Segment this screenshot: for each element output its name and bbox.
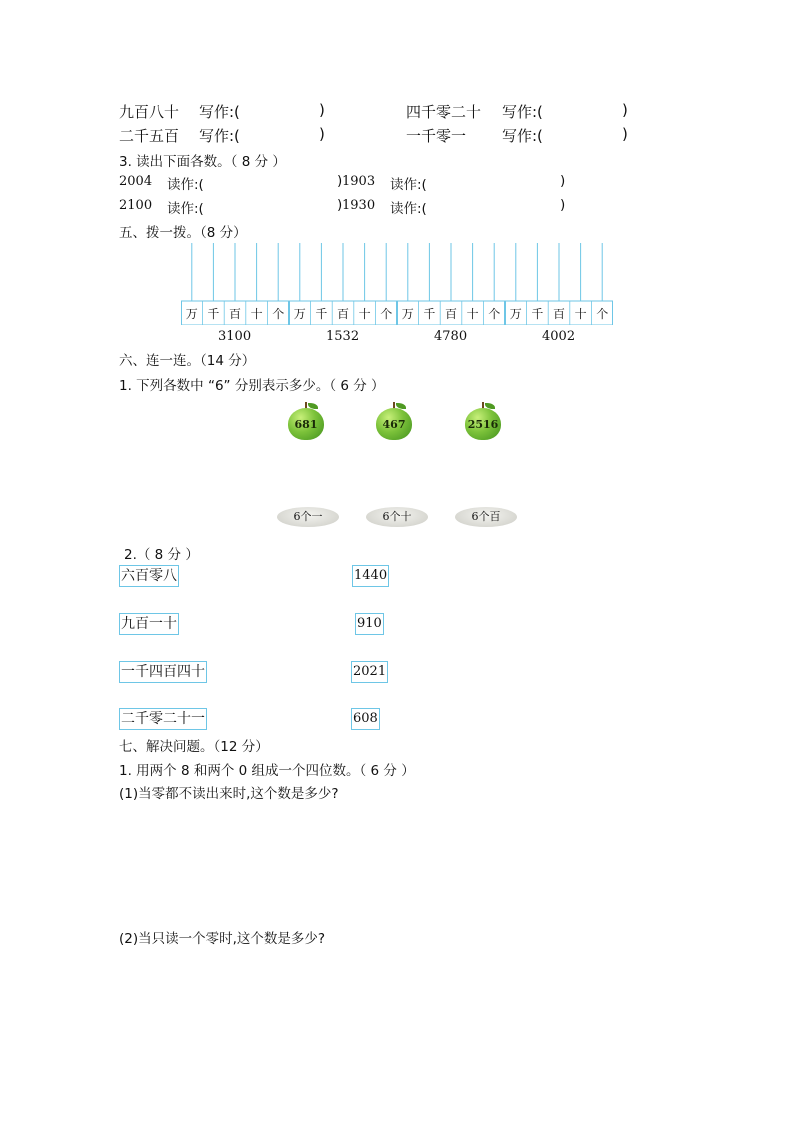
abacus-place-label: 个 [488, 307, 501, 321]
abacus-place-label: 个 [380, 307, 393, 321]
section7-question1: 1. 用两个 8 和两个 0 组成一个四位数。（ 6 分 ） [119, 763, 415, 779]
read-number: 2100 [119, 198, 153, 213]
apple-icon [465, 402, 501, 442]
abacus-place-label: 千 [423, 307, 436, 321]
match-option: 6个百 [455, 507, 517, 527]
apple-number: 681 [294, 418, 318, 431]
abacus-place-label: 十 [250, 307, 263, 321]
match-right-item: 1440 [352, 565, 389, 587]
apple-number: 467 [382, 418, 406, 431]
write-label: 写作:( [199, 103, 240, 121]
abacus-place-label: 十 [574, 307, 587, 321]
match-right-item: 2021 [351, 661, 388, 683]
read-close: ) [337, 173, 343, 189]
match-left-item: 一千四百四十 [119, 661, 207, 683]
match-left-item: 九百一十 [119, 613, 179, 635]
abacus-place-label: 百 [552, 307, 566, 321]
abacus-number: 1532 [326, 329, 360, 344]
write-label: 写作:( [199, 127, 240, 145]
abacus-place-label: 万 [185, 307, 198, 321]
abacus-place-label: 万 [401, 307, 414, 321]
abacus-number: 4002 [542, 329, 576, 344]
read-label: 读作:( [390, 177, 427, 193]
abacus-place-label: 千 [207, 307, 220, 321]
write-item-words: 二千五百 [119, 127, 180, 145]
read-label: 读作:( [167, 201, 204, 217]
match-left-item: 二千零二十一 [119, 708, 207, 730]
write-item-words: 一千零一 [406, 127, 467, 145]
section7-title: 七、解决问题。（12 分） [119, 739, 269, 755]
abacus-place-label: 十 [358, 307, 371, 321]
section6-question2: 2.（ 8 分 ） [124, 547, 199, 563]
write-close: ) [622, 101, 628, 119]
abacus-place-label: 百 [228, 307, 242, 321]
read-close: ) [560, 173, 566, 189]
abacus-place-label: 万 [293, 307, 306, 321]
read-number: 2004 [119, 174, 153, 189]
section5-title: 五、拨一拨。（8 分） [119, 225, 247, 241]
apple-icon [376, 402, 412, 442]
apple-icon [288, 402, 324, 442]
abacus-place-label: 百 [336, 307, 350, 321]
read-label: 读作:( [167, 177, 204, 193]
write-item-words: 九百八十 [119, 103, 180, 121]
read-number: 1903 [342, 174, 376, 189]
section6-question1: 1. 下列各数中 “6” 分别表示多少。（ 6 分 ） [119, 378, 385, 394]
write-close: ) [622, 125, 628, 143]
abacus-place-label: 个 [272, 307, 285, 321]
write-close: ) [319, 125, 325, 143]
abacus-diagram [181, 243, 613, 325]
abacus-place-label: 个 [596, 307, 609, 321]
abacus-place-label: 百 [444, 307, 458, 321]
apple-number: 2516 [467, 418, 499, 431]
write-label: 写作:( [502, 103, 543, 121]
match-left-item: 六百零八 [119, 565, 179, 587]
abacus-number: 4780 [434, 329, 468, 344]
section6-title: 六、连一连。（14 分） [119, 353, 256, 369]
write-close: ) [319, 101, 325, 119]
write-label: 写作:( [502, 127, 543, 145]
match-option: 6个十 [366, 507, 428, 527]
match-right-item: 608 [351, 708, 380, 730]
write-item-words: 四千零二十 [406, 103, 482, 121]
abacus-place-label: 十 [466, 307, 479, 321]
read-number: 1930 [342, 198, 376, 213]
abacus-number: 3100 [218, 329, 252, 344]
read-section-title: 3. 读出下面各数。（ 8 分 ） [119, 154, 286, 170]
match-right-item: 910 [355, 613, 384, 635]
section7-question1a: (1)当零都不读出来时,这个数是多少? [119, 786, 339, 802]
match-option: 6个一 [277, 507, 339, 527]
read-close: ) [337, 197, 343, 213]
section7-question1b: (2)当只读一个零时,这个数是多少? [119, 931, 326, 947]
read-close: ) [560, 197, 566, 213]
abacus-place-label: 万 [509, 307, 522, 321]
read-label: 读作:( [390, 201, 427, 217]
abacus-place-label: 千 [315, 307, 328, 321]
abacus-place-label: 千 [531, 307, 544, 321]
